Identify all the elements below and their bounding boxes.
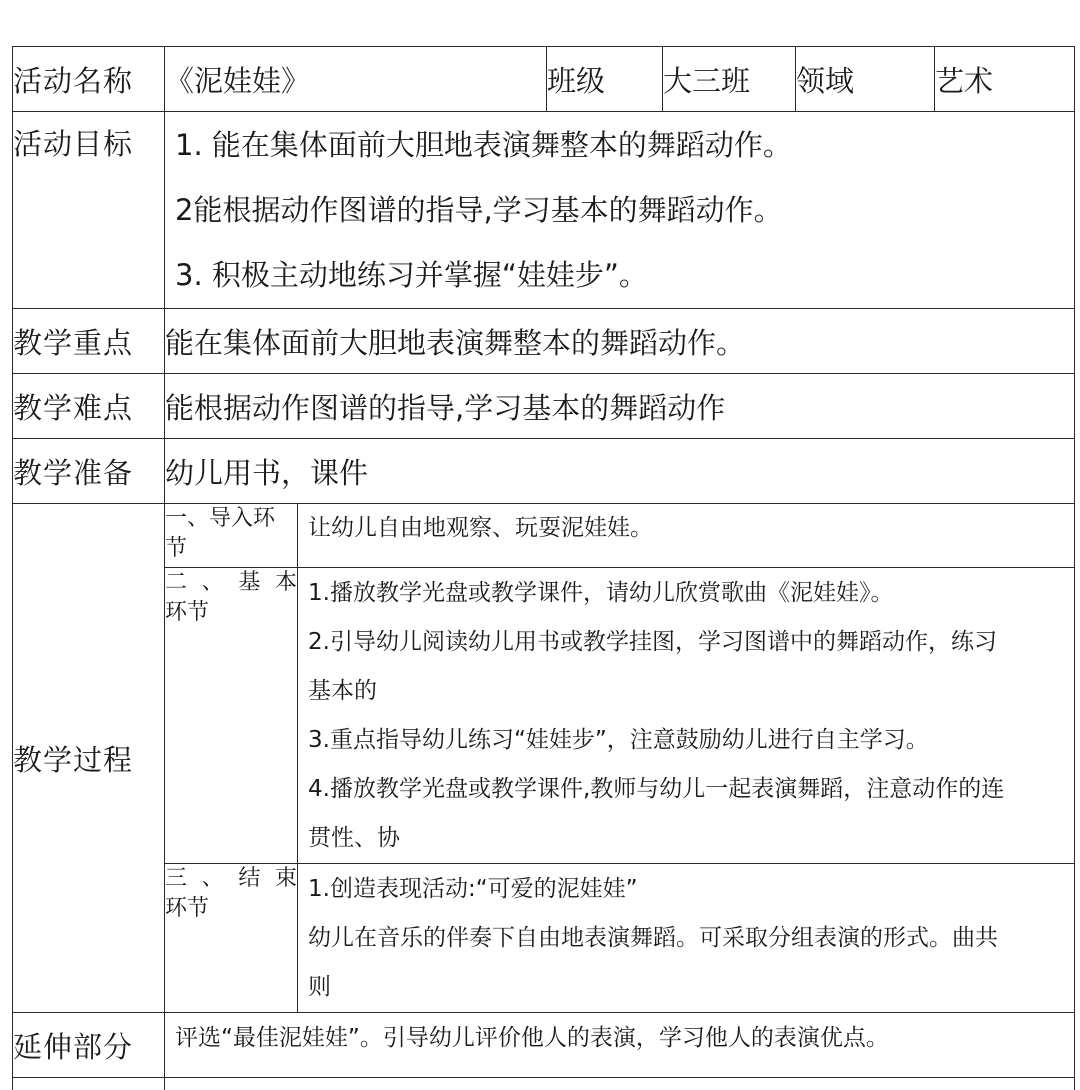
activity-name-label: 活动名称 <box>13 47 165 112</box>
goal-item: 3. 积极主动地练习并掌握“娃娃步”。 <box>175 258 648 292</box>
difficulty-row <box>13 374 1075 439</box>
stage-step: 贯性、协 <box>308 825 400 851</box>
stage-content <box>298 864 1075 1013</box>
extension-label: 延伸部分 <box>13 1013 165 1078</box>
extension-cell <box>165 1013 1075 1078</box>
class-label: 班级 <box>547 47 663 112</box>
process-stage-row <box>13 504 1075 568</box>
extension-value: 评选“最佳泥娃娃”。引导幼儿评价他人的表演，学习他人的表演优点。 <box>175 1025 889 1051</box>
stage-label-line: 环节 <box>165 600 210 625</box>
difficulty-value: 能根据动作图谱的指导,学习基本的舞蹈动作 <box>165 374 1075 439</box>
key-point-label: 教学重点 <box>13 309 165 374</box>
stage-label-line: 二、基本 <box>165 570 297 595</box>
class-value: 大三班 <box>663 47 796 112</box>
lesson-plan-sheet <box>12 46 1074 1090</box>
process-label: 教学过程 <box>13 504 165 1013</box>
stage-label-line: 环节 <box>165 896 210 921</box>
process-stage-row <box>13 864 1075 1013</box>
goal-item: 2能根据动作图谱的指导,学习基本的舞蹈动作。 <box>175 193 783 227</box>
stage-label-line: 节 <box>165 536 188 561</box>
stage-step: 2.引导幼儿阅读幼儿用书或教学挂图，学习图谱中的舞蹈动作，练习 <box>308 629 997 655</box>
preparation-row <box>13 439 1075 504</box>
difficulty-label: 教学难点 <box>13 374 165 439</box>
key-point-value: 能在集体面前大胆地表演舞整本的舞蹈动作。 <box>165 309 1075 374</box>
stage-label <box>165 864 298 1013</box>
trailing-cell <box>165 1078 1075 1090</box>
goals-label: 活动目标 <box>13 112 165 309</box>
stage-step: 幼儿在音乐的伴奏下自由地表演舞蹈。可采取分组表演的形式。曲共 <box>308 925 998 951</box>
stage-step: 让幼儿自由地观察、玩耍泥娃娃。 <box>308 515 653 541</box>
goals-row <box>13 112 1075 309</box>
stage-step: 1.创造表现活动:“可爱的泥娃娃” <box>308 876 638 902</box>
header-row <box>13 47 1075 112</box>
stage-label-line: 一、导入环 <box>165 506 276 531</box>
domain-value: 艺术 <box>935 47 1075 112</box>
key-point-row <box>13 309 1075 374</box>
lesson-plan-table <box>12 46 1075 1090</box>
goal-item: 1. 能在集体面前大胆地表演舞整本的舞蹈动作。 <box>175 128 792 162</box>
stage-step: 4.播放教学光盘或教学课件,教师与幼儿一起表演舞蹈，注意动作的连 <box>308 776 1005 802</box>
process-stage-row <box>13 568 1075 864</box>
stage-label <box>165 504 298 568</box>
goals-cell <box>165 112 1075 309</box>
stage-step: 1.播放教学光盘或教学课件，请幼儿欣赏歌曲《泥娃娃》。 <box>308 580 894 606</box>
stage-label <box>165 568 298 864</box>
trailing-cell <box>13 1078 165 1090</box>
stage-step: 则 <box>308 974 331 1000</box>
stage-content <box>298 504 1075 568</box>
domain-label: 领域 <box>796 47 935 112</box>
stage-content <box>298 568 1075 864</box>
stage-step: 基本的 <box>308 678 377 704</box>
preparation-label: 教学准备 <box>13 439 165 504</box>
extension-row <box>13 1013 1075 1078</box>
activity-name-value: 《泥娃娃》 <box>165 47 547 112</box>
trailing-row <box>13 1078 1075 1090</box>
stage-step: 3.重点指导幼儿练习“娃娃步”，注意鼓励幼儿进行自主学习。 <box>308 727 929 753</box>
preparation-value: 幼儿用书，课件 <box>165 439 1075 504</box>
stage-label-line: 三、结束 <box>165 866 297 891</box>
